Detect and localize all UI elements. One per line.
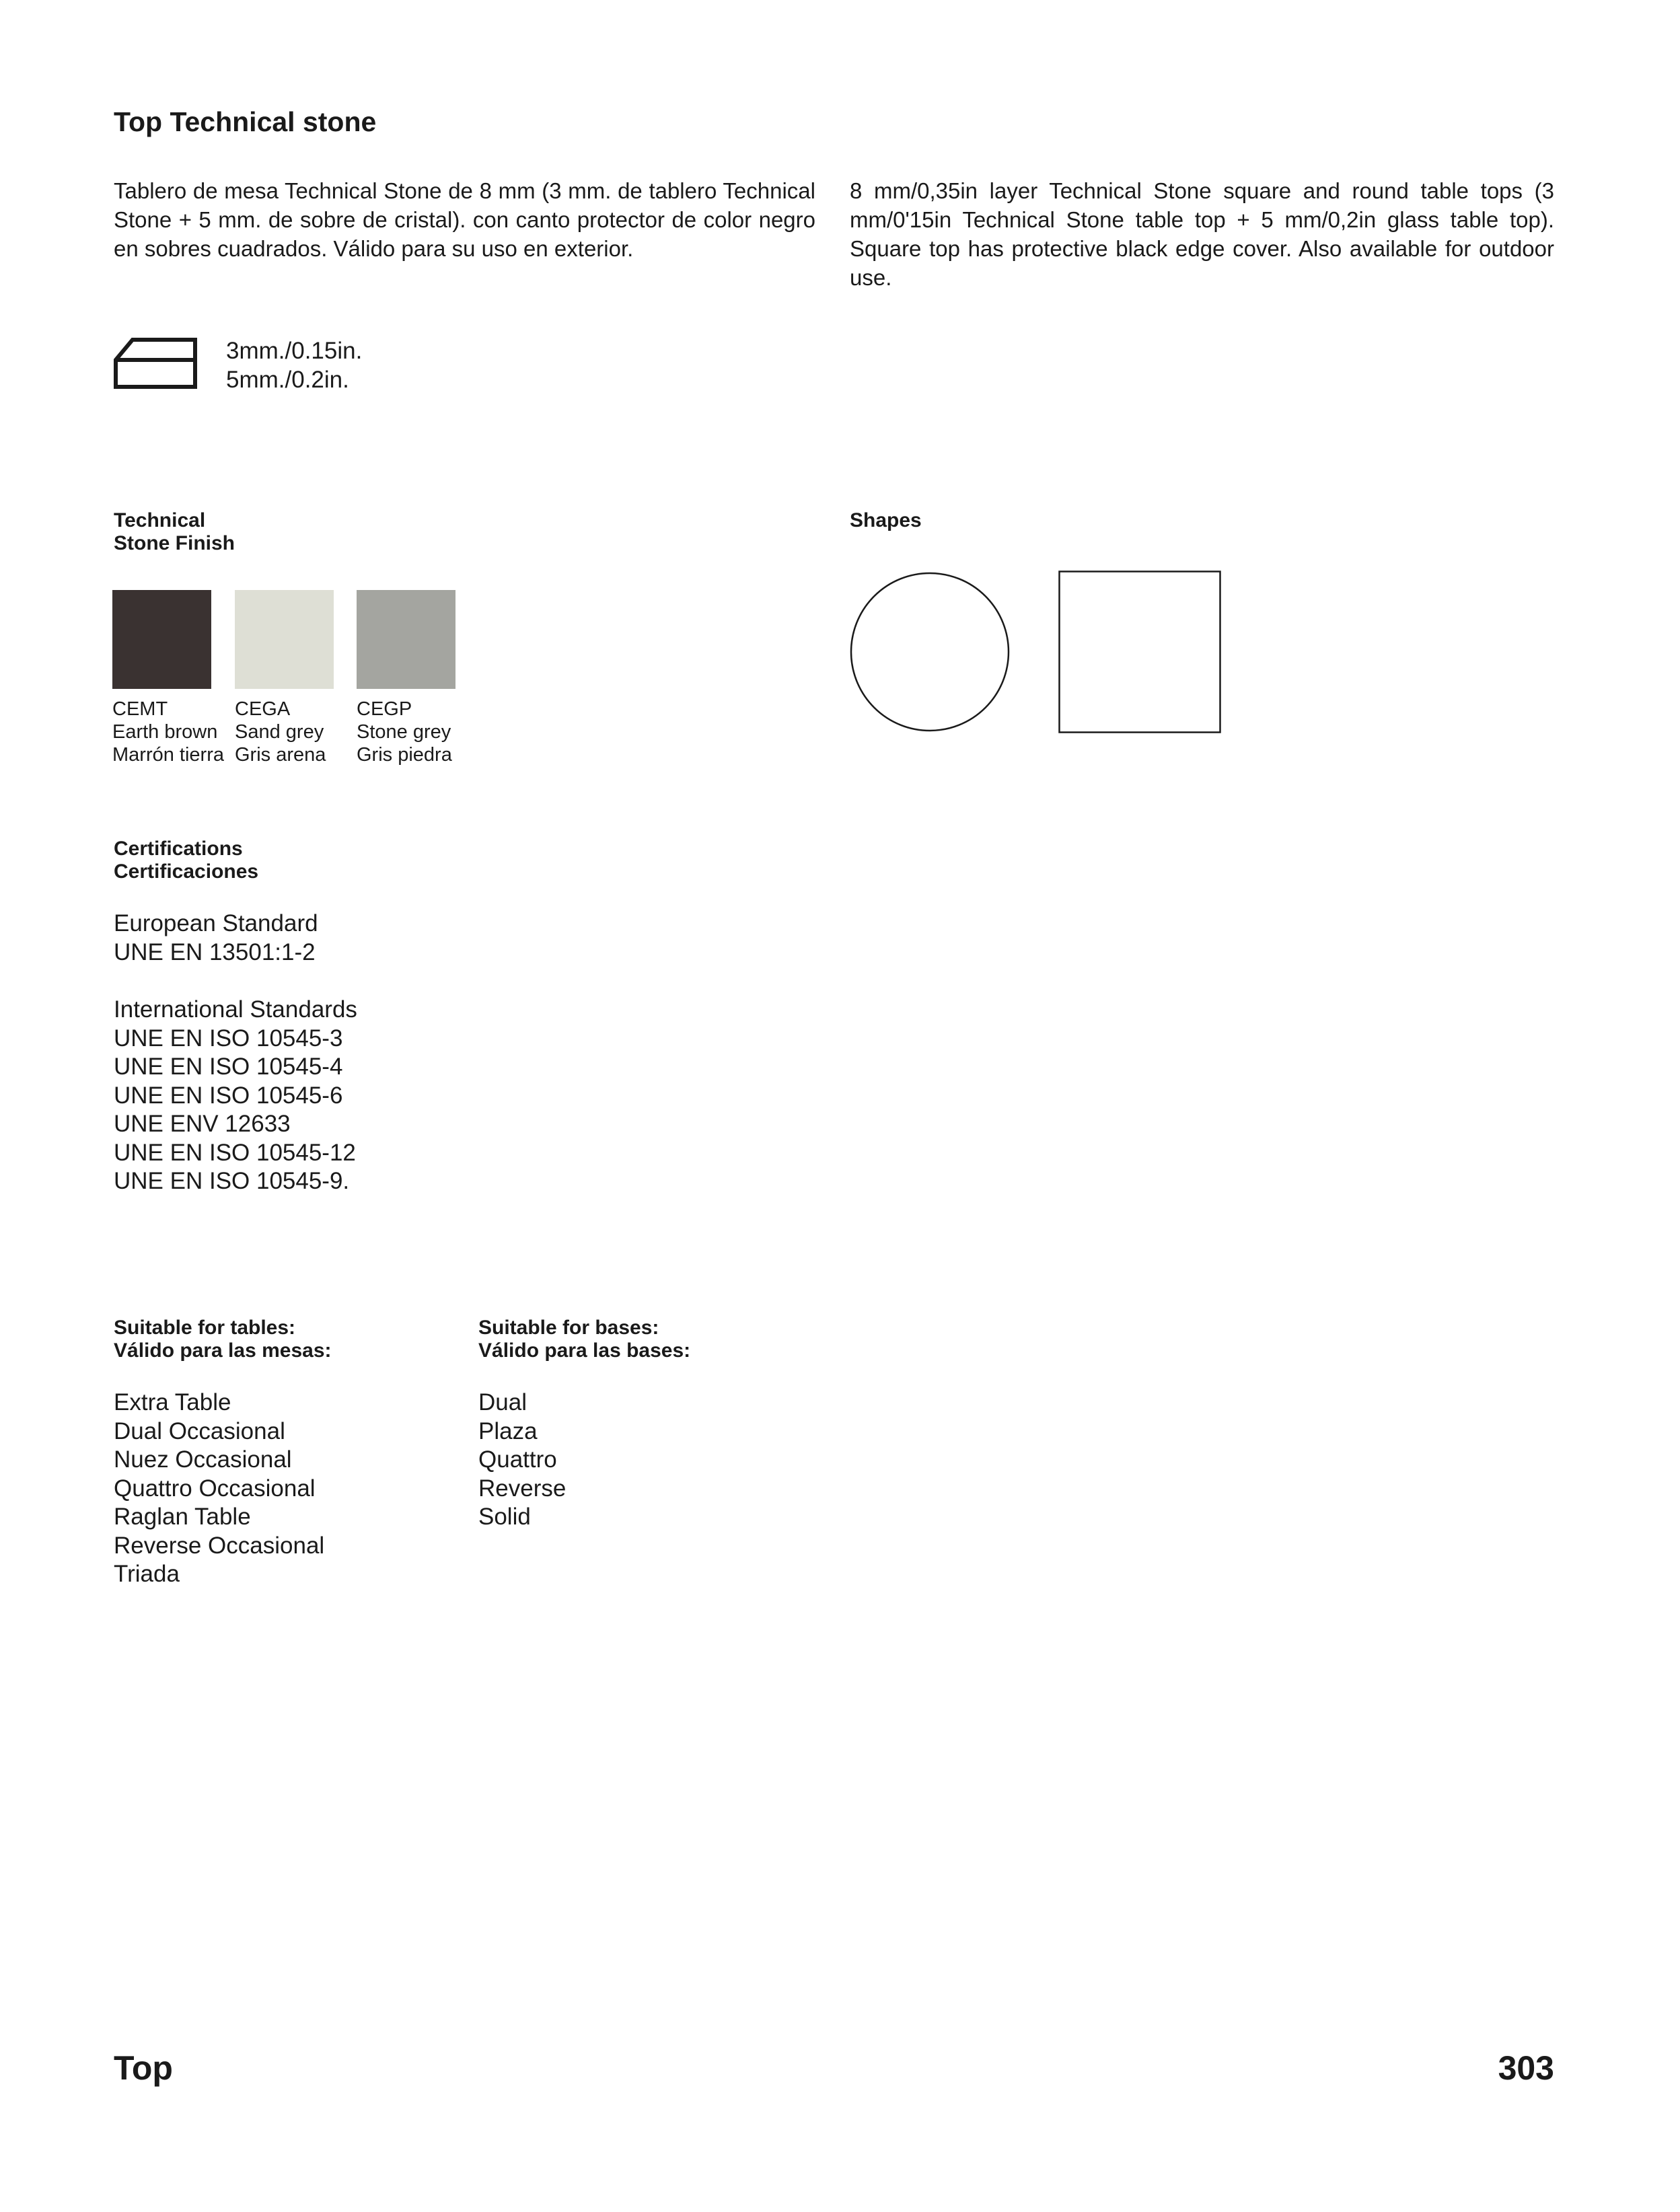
list-item: Reverse bbox=[478, 1475, 567, 1502]
list-item: Plaza bbox=[478, 1417, 538, 1444]
list-item: Dual bbox=[478, 1389, 527, 1415]
list-item: Reverse Occasional bbox=[114, 1532, 325, 1559]
bases-heading: Suitable for bases: Válido para las bases: bbox=[478, 1317, 691, 1362]
list-item: Extra Table bbox=[114, 1389, 231, 1415]
description-spanish: Tablero de mesa Technical Stone de 8 mm (3 mm. de tablero Technical Stone + 5 mm. de sobre de cristal). con canto protector de color negro en sobres cuadrados. Válido para su uso en exterior. bbox=[114, 178, 815, 261]
tables-list bbox=[114, 1389, 324, 1589]
description-english: 8 mm/0,35in layer Technical Stone square and round table tops (3 mm/0'15in Technical Stone table top + 5 mm/0,2in glass table top). Square top has protective black edge cover. Also available for outdoor use. bbox=[850, 178, 1554, 290]
swatch-label-cega: CEGA Sand grey Gris arena bbox=[235, 698, 326, 766]
list-item: Raglan Table bbox=[114, 1504, 251, 1530]
certifications-heading: Certifications Certificaciones bbox=[114, 838, 259, 883]
round-shape-icon bbox=[850, 572, 1010, 732]
bases-list bbox=[478, 1389, 566, 1532]
list-item: Quattro bbox=[478, 1446, 557, 1473]
swatch-cega[interactable] bbox=[235, 590, 334, 689]
thickness-line: 3mm./0.15in. bbox=[226, 338, 363, 364]
square-shape-icon bbox=[1058, 570, 1221, 733]
shapes-heading: Shapes bbox=[850, 509, 922, 531]
list-item: Quattro Occasional bbox=[114, 1475, 316, 1502]
list-item: Triada bbox=[114, 1561, 180, 1587]
swatch-cegp[interactable] bbox=[357, 590, 455, 689]
layered-panel-icon bbox=[114, 338, 197, 389]
european-standards: European Standard UNE EN 13501:1-2 bbox=[114, 910, 318, 965]
thickness-values bbox=[226, 336, 362, 394]
page-title: Top Technical stone bbox=[114, 106, 377, 137]
footer-section-title: Top bbox=[114, 2049, 173, 2087]
swatch-cemt[interactable] bbox=[112, 590, 211, 689]
swatch-label-cegp: CEGP Stone grey Gris piedra bbox=[357, 698, 452, 766]
tables-heading: Suitable for tables: Válido para las mesas: bbox=[114, 1317, 332, 1362]
list-item: Nuez Occasional bbox=[114, 1446, 292, 1473]
thickness-line: 5mm./0.2in. bbox=[226, 367, 349, 393]
finish-heading: Technical Stone Finish bbox=[114, 509, 235, 554]
page-number: 303 bbox=[1498, 2049, 1554, 2087]
swatch-label-cemt: CEMT Earth brown Marrón tierra bbox=[112, 698, 224, 766]
international-standards: International Standards UNE EN ISO 10545-3 UNE EN ISO 10545-4 UNE EN ISO 10545-6 UNE ENV 12633 UNE EN ISO 10545-12 UNE EN ISO 10545-9. bbox=[114, 996, 357, 1194]
list-item: Solid bbox=[478, 1504, 531, 1530]
list-item: Dual Occasional bbox=[114, 1417, 285, 1444]
